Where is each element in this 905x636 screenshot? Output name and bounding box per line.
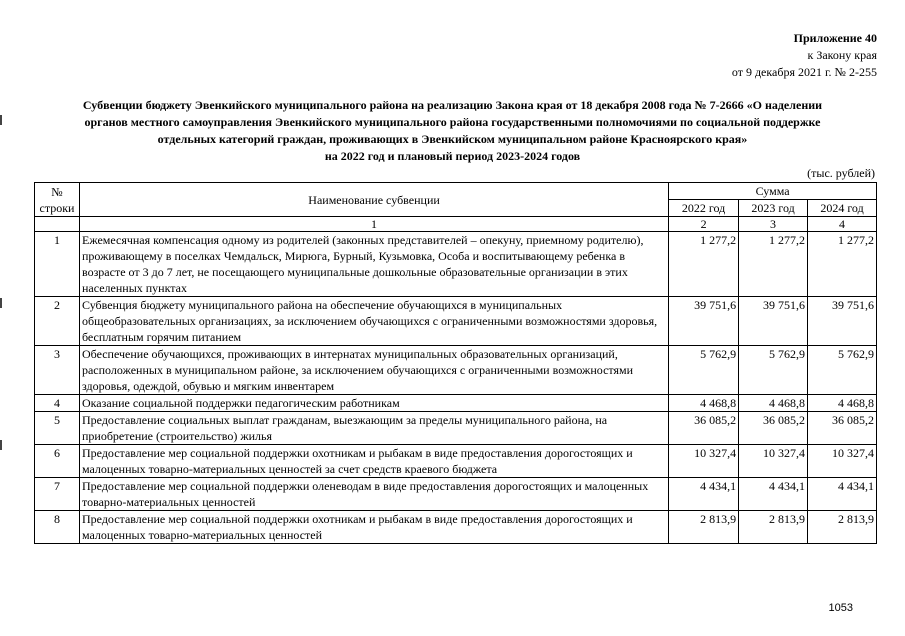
header-row-number bbox=[35, 183, 80, 217]
index-row bbox=[35, 217, 877, 232]
appendix-law: к Закону края bbox=[807, 48, 877, 62]
units-label: (тыс. рублей) bbox=[807, 166, 875, 180]
row-value-2022: 5 762,9 bbox=[669, 346, 739, 395]
index-cell: 4 bbox=[808, 217, 877, 232]
scan-margin-mark bbox=[0, 115, 2, 125]
table-row bbox=[35, 232, 877, 297]
index-cell: 2 bbox=[669, 217, 739, 232]
table-row bbox=[35, 511, 877, 544]
row-value-2023: 10 327,4 bbox=[739, 445, 808, 478]
title-line-3: отдельных категорий граждан, проживающих в Эвенкийском муниципальном районе Красноярского края» bbox=[157, 132, 748, 146]
row-value-2024: 10 327,4 bbox=[808, 445, 877, 478]
row-number-cell: 7 bbox=[35, 478, 80, 511]
table-row bbox=[35, 445, 877, 478]
row-value-2022: 2 813,9 bbox=[669, 511, 739, 544]
row-value-2022: 36 085,2 bbox=[669, 412, 739, 445]
row-value-2023: 5 762,9 bbox=[739, 346, 808, 395]
row-name-cell: Предоставление мер социальной поддержки охотникам и рыбакам в виде предоставления дорогостоящих и малоценных товарно-материальных ценностей за счет средств краевого бюджета bbox=[79, 445, 668, 478]
subventions-table bbox=[34, 182, 877, 544]
row-value-2023: 4 434,1 bbox=[739, 478, 808, 511]
document-title bbox=[40, 97, 865, 165]
appendix-block bbox=[732, 30, 877, 81]
row-value-2022: 10 327,4 bbox=[669, 445, 739, 478]
row-name-cell: Предоставление мер социальной поддержки оленеводам в виде предоставления дорогостоящих и малоценных товарно-материальных ценностей bbox=[79, 478, 668, 511]
table-row bbox=[35, 395, 877, 412]
page-number: 1053 bbox=[828, 602, 853, 614]
header-num-label: строки bbox=[39, 200, 75, 215]
header-year-2024: 2024 год bbox=[808, 200, 877, 217]
row-number-cell: 4 bbox=[35, 395, 80, 412]
header-name: Наименование субвенции bbox=[79, 183, 668, 217]
row-number-cell: 1 bbox=[35, 232, 80, 297]
table-row bbox=[35, 478, 877, 511]
row-value-2022: 1 277,2 bbox=[669, 232, 739, 297]
row-value-2024: 4 434,1 bbox=[808, 478, 877, 511]
table-row bbox=[35, 346, 877, 395]
table-row bbox=[35, 412, 877, 445]
row-name-cell: Ежемесячная компенсация одному из родителей (законных представителей – опекуну, приемному родителю), проживающему в поселках Чемдальск, Мирюга, Бурный, Кузьмовка, Особа и воспитывающему ребенка в возрасте от 3 до 7 лет, не посещающего муниципальные дошкольные образовательные организации в этих населенных пунктах bbox=[79, 232, 668, 297]
row-value-2023: 2 813,9 bbox=[739, 511, 808, 544]
row-value-2023: 1 277,2 bbox=[739, 232, 808, 297]
row-value-2023: 39 751,6 bbox=[739, 297, 808, 346]
scan-margin-mark bbox=[0, 298, 2, 308]
title-line-1: Субвенции бюджету Эвенкийского муниципального района на реализацию Закона края от 18 декабря 2008 года № 7-2666 «О наделении bbox=[82, 98, 823, 112]
header-sum: Сумма bbox=[669, 183, 877, 200]
row-value-2023: 36 085,2 bbox=[739, 412, 808, 445]
row-name-cell: Предоставление социальных выплат гражданам, выезжающим за пределы муниципального района, на приобретение (строительство) жилья bbox=[79, 412, 668, 445]
appendix-title: Приложение 40 bbox=[793, 31, 877, 45]
row-name-cell: Обеспечение обучающихся, проживающих в интернатах муниципальных образовательных организаций, расположенных в муниципальном районе, за исключением обучающихся с ограниченными возможностями здоровья, одеждой, обувью и мягким инвентарем bbox=[79, 346, 668, 395]
row-number-cell: 2 bbox=[35, 297, 80, 346]
header-year-2023: 2023 год bbox=[739, 200, 808, 217]
row-number-cell: 3 bbox=[35, 346, 80, 395]
row-value-2024: 39 751,6 bbox=[808, 297, 877, 346]
title-line-4: на 2022 год и плановый период 2023-2024 годов bbox=[324, 149, 581, 163]
header-num-symbol: № bbox=[51, 184, 63, 199]
row-number-cell: 6 bbox=[35, 445, 80, 478]
index-cell: 1 bbox=[79, 217, 668, 232]
row-value-2024: 4 468,8 bbox=[808, 395, 877, 412]
row-value-2024: 2 813,9 bbox=[808, 511, 877, 544]
row-value-2022: 39 751,6 bbox=[669, 297, 739, 346]
row-value-2024: 5 762,9 bbox=[808, 346, 877, 395]
appendix-date: от 9 декабря 2021 г. № 2-255 bbox=[731, 65, 877, 79]
row-value-2023: 4 468,8 bbox=[739, 395, 808, 412]
row-value-2024: 36 085,2 bbox=[808, 412, 877, 445]
title-line-2: органов местного самоуправления Эвенкийского муниципального района государственными полномочиями по социальной поддержке bbox=[84, 115, 821, 129]
row-name-cell: Оказание социальной поддержки педагогическим работникам bbox=[79, 395, 668, 412]
row-name-cell: Предоставление мер социальной поддержки охотникам и рыбакам в виде предоставления дорогостоящих и малоценных товарно-материальных ценностей bbox=[79, 511, 668, 544]
scan-margin-mark bbox=[0, 440, 2, 450]
index-cell bbox=[35, 217, 80, 232]
header-year-2022: 2022 год bbox=[669, 200, 739, 217]
index-cell: 3 bbox=[739, 217, 808, 232]
row-value-2022: 4 434,1 bbox=[669, 478, 739, 511]
row-value-2022: 4 468,8 bbox=[669, 395, 739, 412]
row-value-2024: 1 277,2 bbox=[808, 232, 877, 297]
table-row bbox=[35, 297, 877, 346]
row-number-cell: 5 bbox=[35, 412, 80, 445]
row-number-cell: 8 bbox=[35, 511, 80, 544]
row-name-cell: Субвенция бюджету муниципального района на обеспечение обучающихся в муниципальных общеобразовательных организациях, за исключением обучающихся с ограниченными возможностями здоровья, бесплатным горячим питанием bbox=[79, 297, 668, 346]
